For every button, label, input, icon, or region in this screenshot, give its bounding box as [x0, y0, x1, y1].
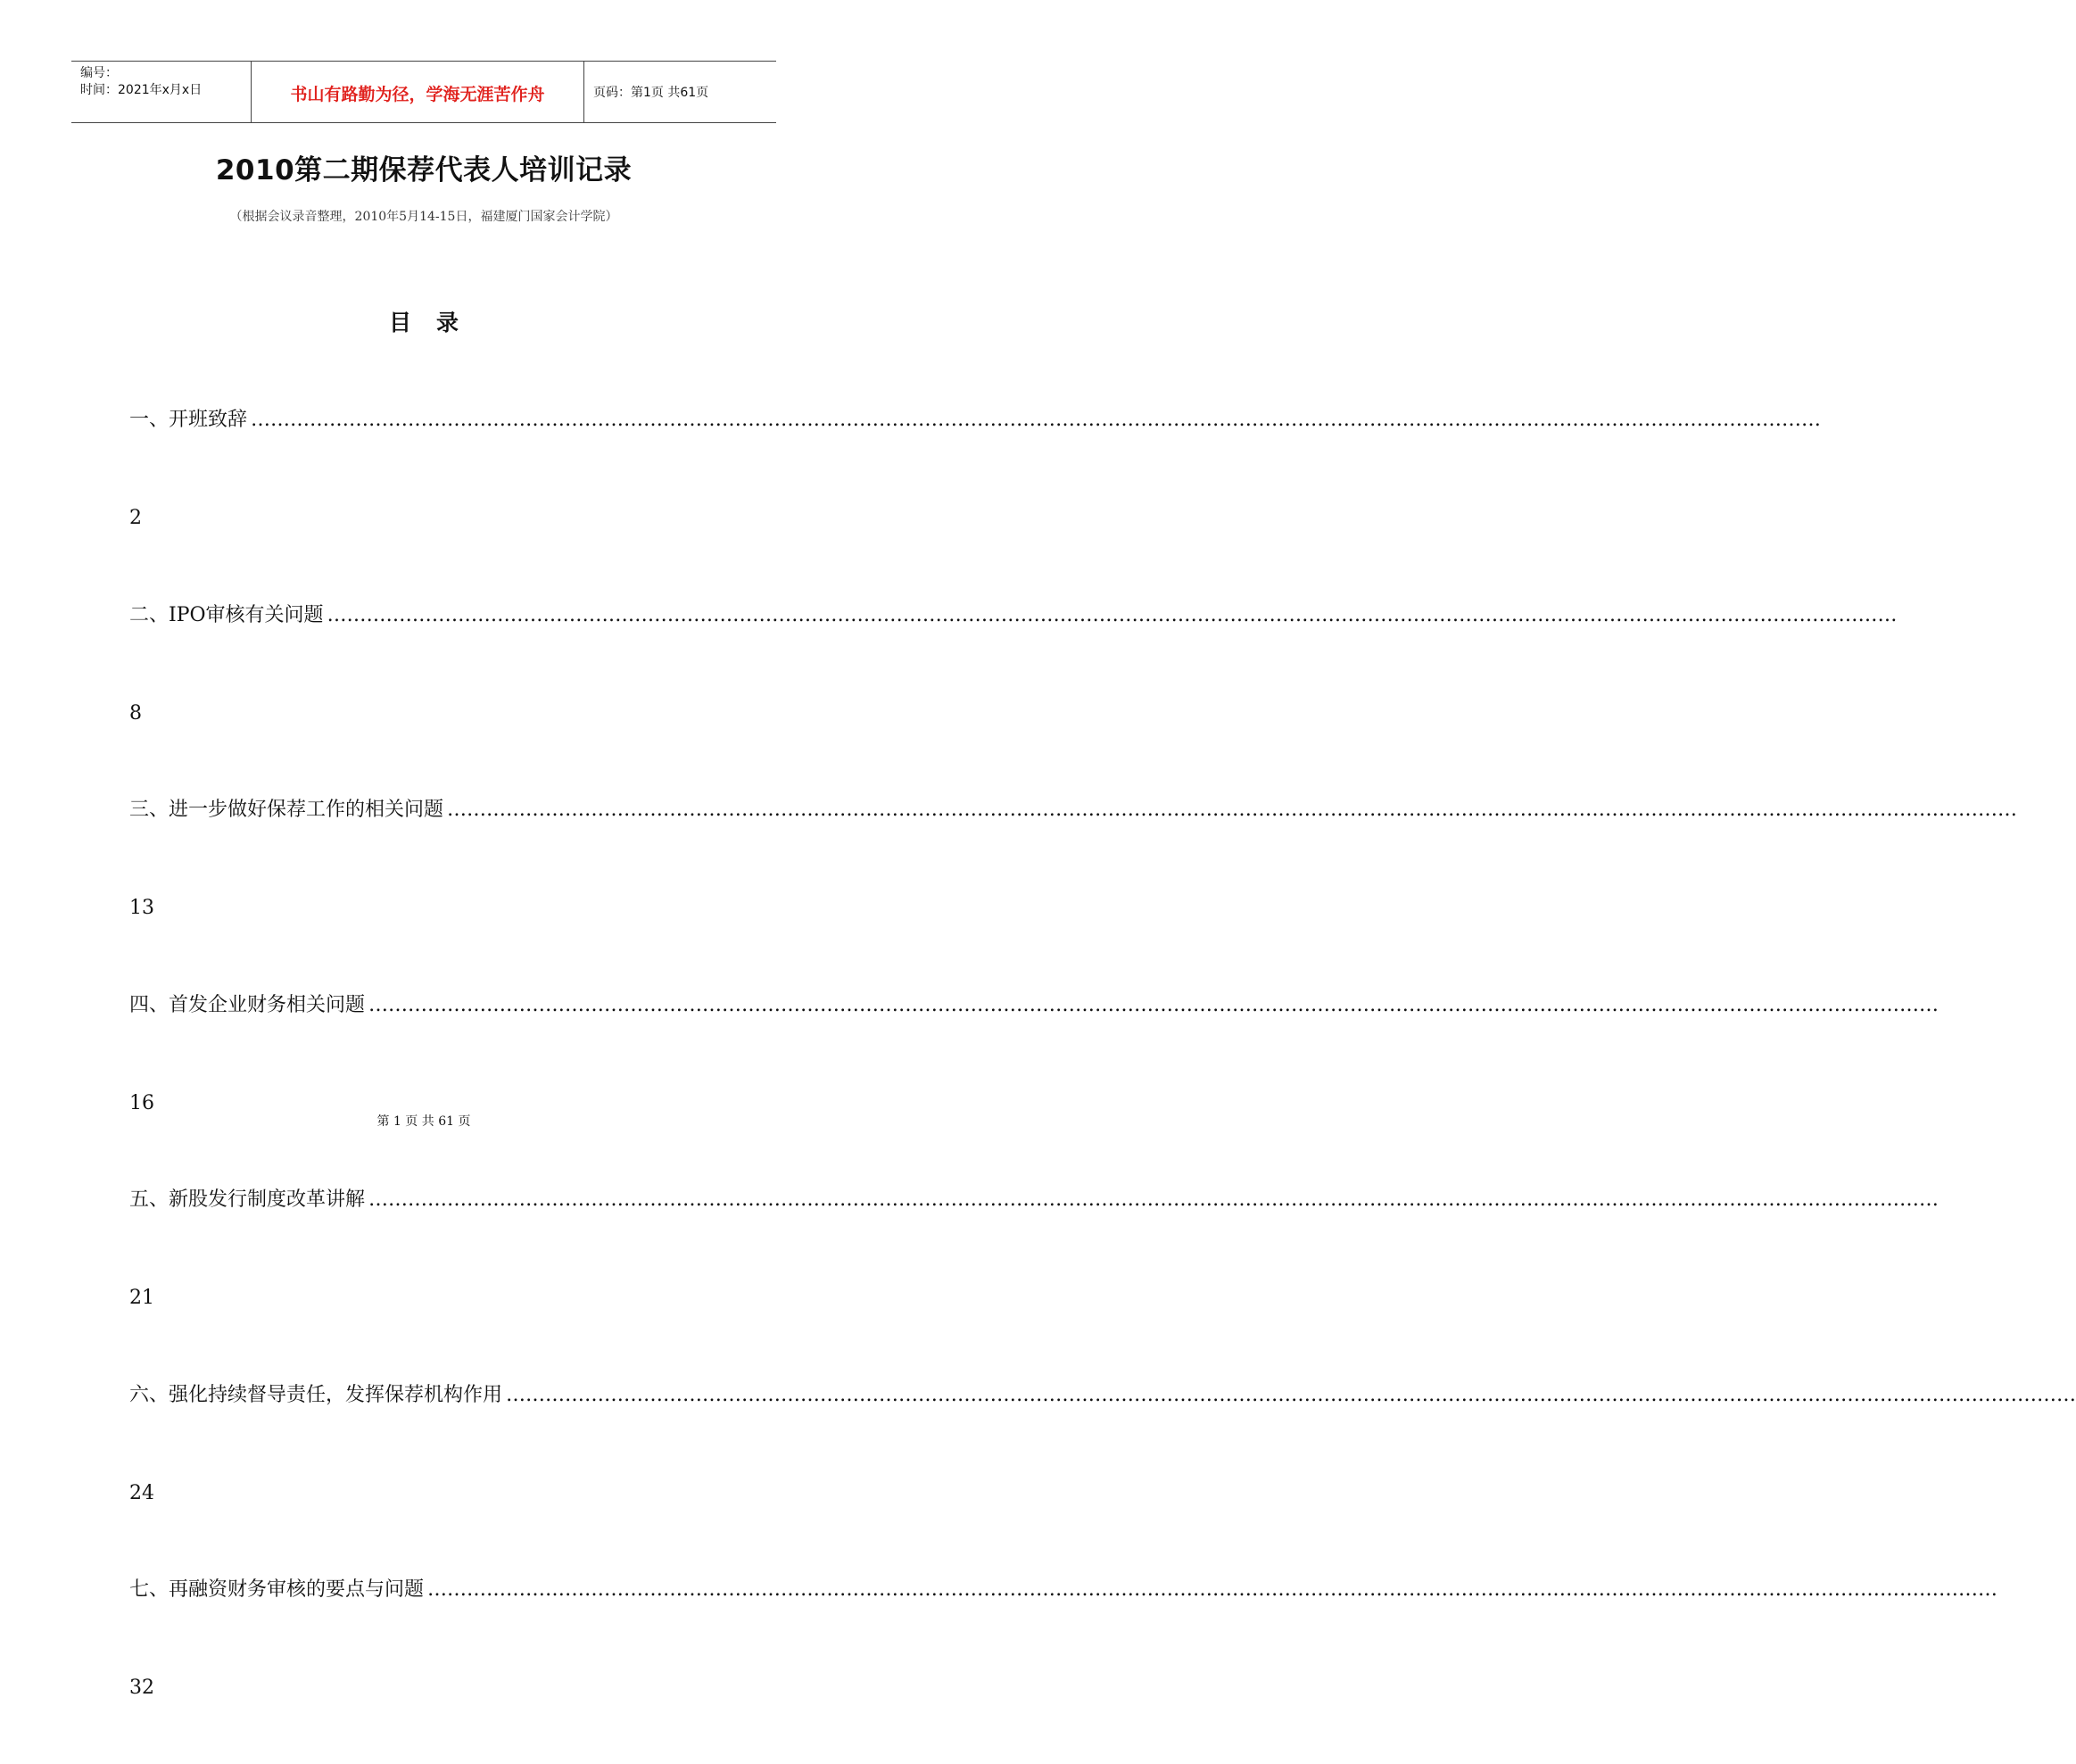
header-page-info: 页码：第1页 共61页	[593, 86, 709, 100]
toc-leader-dots: ……………………………………………………………………………………………………………………………………………………………………………………………………………………	[447, 799, 2018, 821]
toc-entry-label: 一、开班致辞	[129, 409, 248, 431]
document-title: 2010第二期保荐代表人培训记录	[215, 154, 633, 186]
toc-leader-dots: ……………………………………………………………………………………………………………………………………………………………………………………………………………………	[327, 603, 1898, 626]
toc-entry[interactable]	[129, 1179, 1940, 1374]
toc-leader-dots: ……………………………………………………………………………………………………………………………………………………………………………………………………………………	[506, 1383, 2076, 1406]
document-number-label: 编号：	[80, 66, 118, 80]
toc-entry-label: 二、IPO审核有关问题	[129, 603, 324, 626]
toc-leader-dots: ……………………………………………………………………………………………………………………………………………………………………………………………………………………	[368, 1188, 1940, 1211]
toc-entry-page: 21	[129, 1287, 154, 1309]
toc-entry-page: 8	[129, 701, 142, 725]
document-time-label: 时间：2021年x月x日	[80, 83, 203, 97]
toc-entry[interactable]	[129, 1569, 1998, 1764]
toc-entry-page: 16	[129, 1091, 154, 1114]
toc-entry[interactable]	[129, 594, 1898, 790]
toc-leader-dots: ……………………………………………………………………………………………………………………………………………………………………………………………………………………	[251, 409, 1822, 431]
document-subtitle: （根据会议录音整理，2010年5月14-15日，福建厦门国家会计学院）	[229, 210, 618, 224]
toc-leader-dots: ……………………………………………………………………………………………………………………………………………………………………………………………………………………	[427, 1578, 1998, 1601]
toc-entry[interactable]	[129, 1374, 2076, 1569]
toc-entry-page: 24	[129, 1481, 154, 1504]
page-footer: 第 1 页 共 61 页	[376, 1114, 471, 1129]
toc-entry-label: 七、再融资财务审核的要点与问题	[129, 1578, 425, 1601]
toc-entry-label: 三、进一步做好保荐工作的相关问题	[129, 799, 444, 821]
header-meta-cell	[71, 62, 252, 122]
toc-entry[interactable]	[129, 399, 1822, 594]
toc-entry[interactable]	[129, 789, 2018, 984]
toc-entry-page: 13	[129, 897, 154, 919]
toc-entry-page: 32	[129, 1677, 154, 1699]
toc-entry-label: 五、新股发行制度改革讲解	[129, 1188, 366, 1211]
toc-entry-label: 四、首发企业财务相关问题	[129, 993, 366, 1016]
table-of-contents	[129, 399, 2076, 1764]
header-motto: 书山有路勤为径，学海无涯苦作舟	[252, 62, 584, 122]
toc-entry-page: 2	[129, 507, 142, 529]
toc-entry-label: 六、强化持续督导责任，发挥保荐机构作用	[129, 1383, 503, 1406]
toc-heading: 目录	[388, 310, 484, 335]
page-header	[71, 61, 776, 123]
toc-entry[interactable]	[129, 984, 1940, 1180]
toc-leader-dots: ……………………………………………………………………………………………………………………………………………………………………………………………………………………	[368, 993, 1940, 1016]
